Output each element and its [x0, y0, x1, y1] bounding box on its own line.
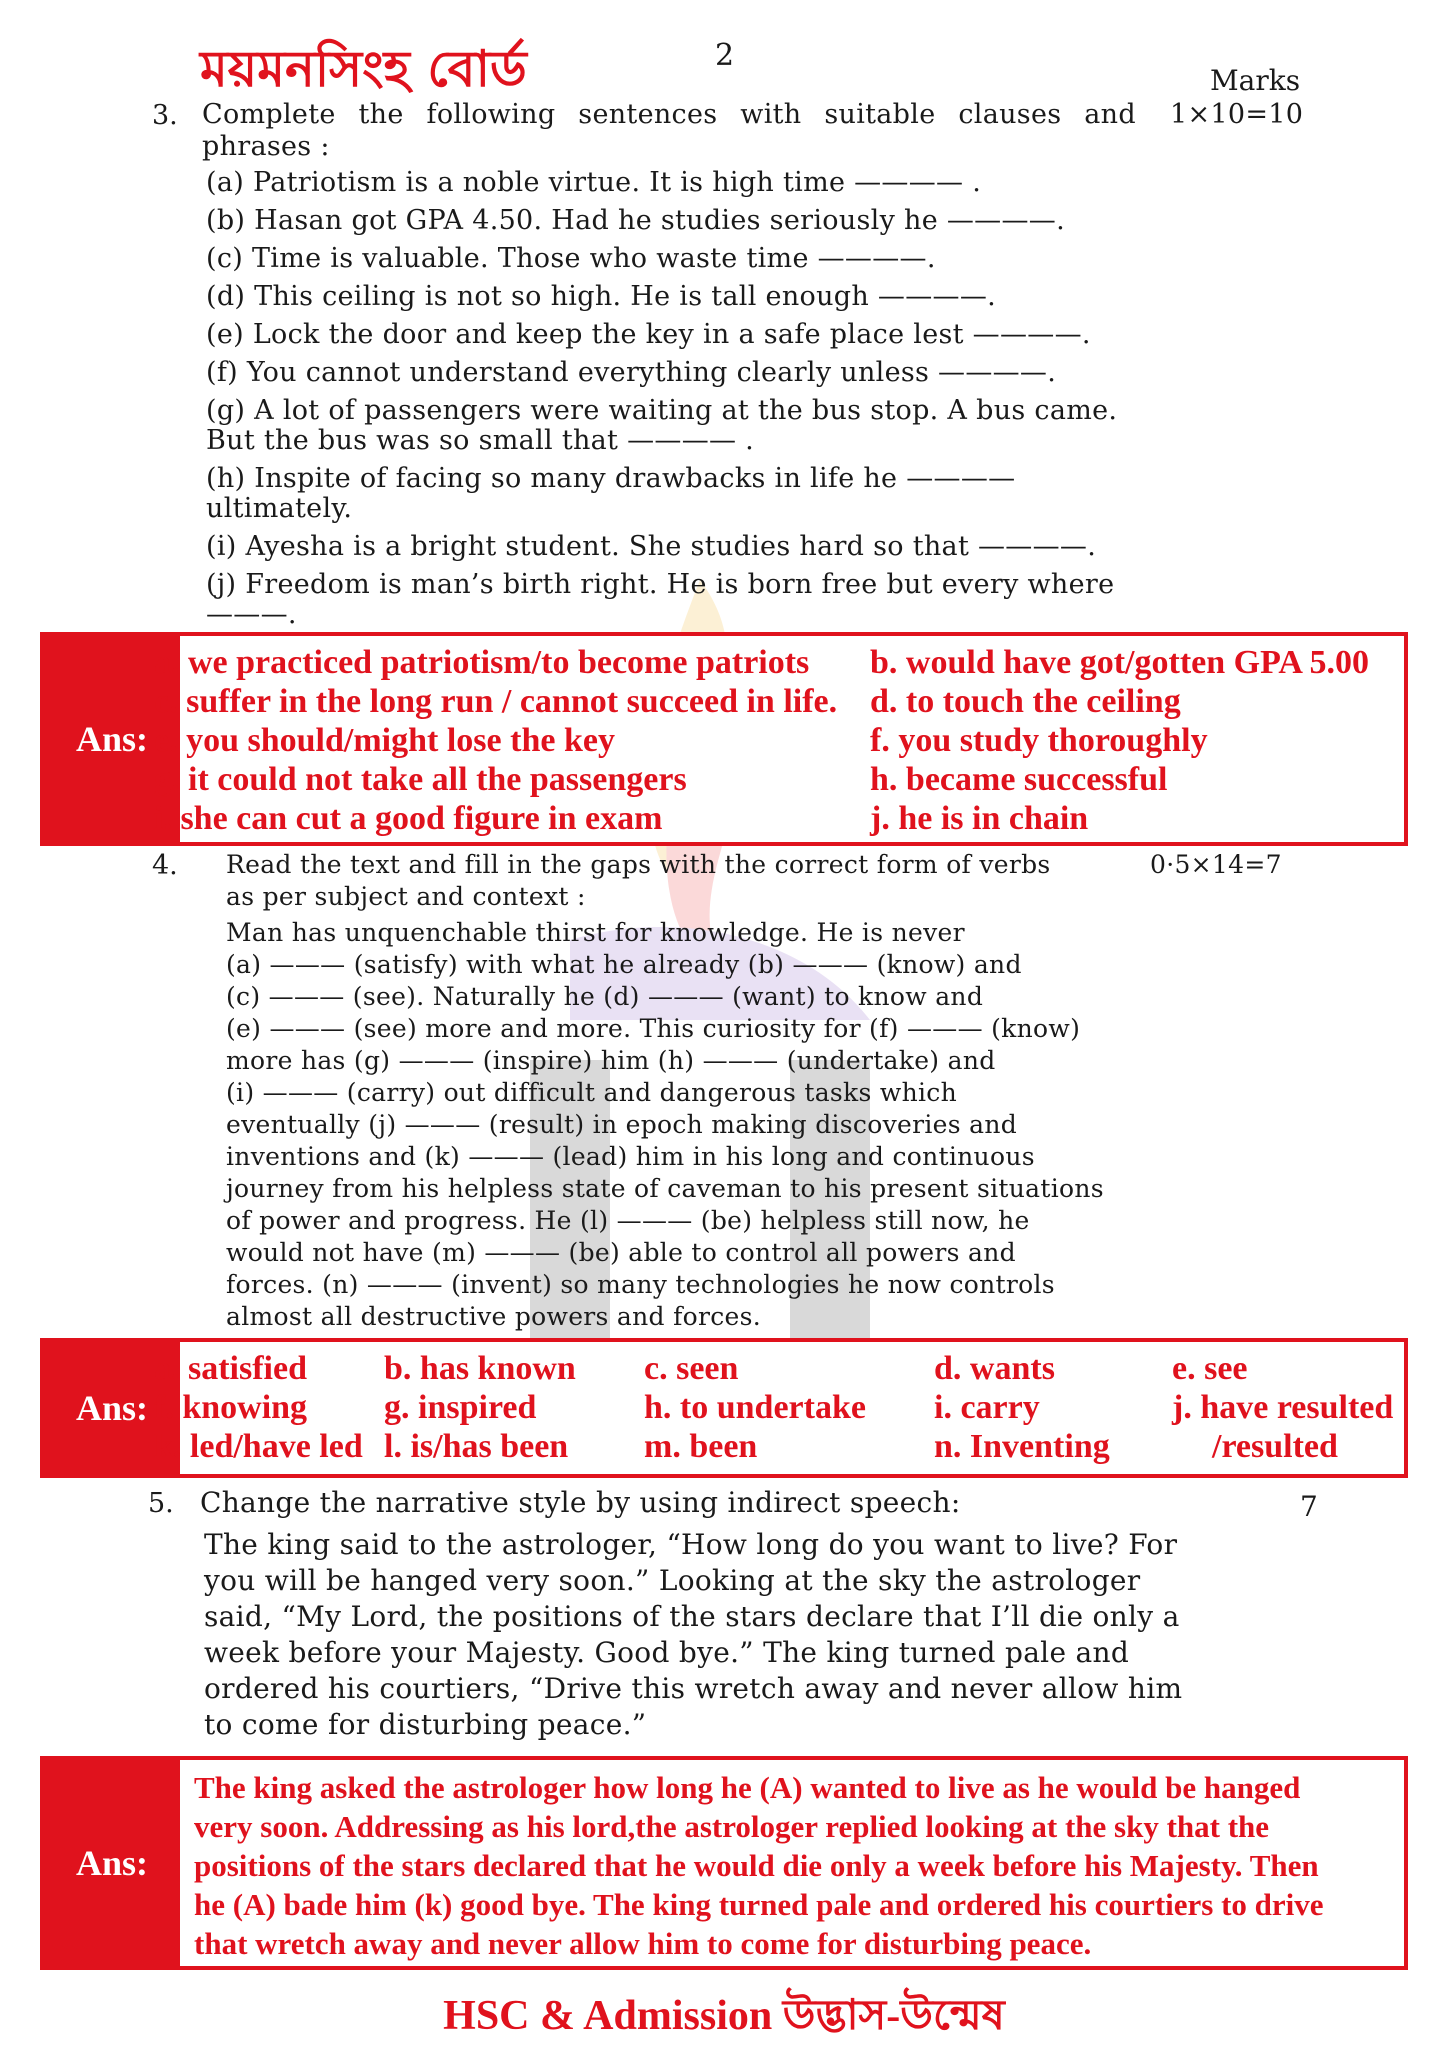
- answer-item: c. suffer in the long run / cannot succeed in life.: [154, 683, 838, 720]
- answer-item: m. been: [644, 1428, 758, 1465]
- passage-line: (a) ——— (satisfy) with what he already (b) ——— (know) and: [226, 950, 1022, 979]
- answer-item: h. became successful: [870, 761, 1168, 798]
- answer-item: n. Inventing: [934, 1428, 1110, 1465]
- passage-line: The king said to the astrologer, “How long do you want to live? For: [204, 1528, 1178, 1561]
- question-number: 3.: [152, 100, 178, 131]
- list-item: (b) Hasan got GPA 4.50. Had he studies seriously he ————.: [206, 205, 1065, 236]
- passage-line: (e) ——— (see) more and more. This curiosity for (f) ——— (know): [226, 1014, 1081, 1043]
- passage: [226, 918, 1104, 1334]
- answer-item: d. to touch the ceiling: [870, 683, 1181, 720]
- answer-item: b. has known: [384, 1350, 576, 1387]
- passage-line: you will be hanged very soon.” Looking at the sky the astrologer: [204, 1564, 1141, 1597]
- answer-item: b. would have got/gotten GPA 5.00: [870, 644, 1370, 681]
- footer-brand: HSC & Admission উদ্ভাস-উন্মেষ: [443, 1993, 1005, 2039]
- answer-item: e. see: [1172, 1350, 1248, 1387]
- answer-item: f. you study thoroughly: [870, 722, 1208, 759]
- answer-box: [40, 1756, 1408, 1970]
- passage: [204, 1530, 1182, 1746]
- passage-line: Man has unquenchable thirst for knowledge. He is never: [226, 918, 965, 947]
- answer-item: a. we practiced patriotism/to become patriots: [154, 644, 810, 681]
- answer-item: c. seen: [644, 1350, 739, 1387]
- list-item: (g) A lot of passengers were waiting at the bus stop. A bus came.: [206, 395, 1118, 426]
- passage-line: (c) ——— (see). Naturally he (d) ——— (want) to know and: [226, 982, 984, 1011]
- passage-line: of power and progress. He (l) ——— (be) helpless still now, he: [226, 1206, 1030, 1235]
- passage-line: said, “My Lord, the positions of the stars declare that I’ll die only a: [204, 1600, 1180, 1633]
- list-item: (e) Lock the door and keep the key in a safe place lest ————.: [206, 319, 1091, 350]
- passage-line: ordered his courtiers, “Drive this wretch away and never allow him: [204, 1672, 1183, 1705]
- answer-item: e. you should/might lose the key: [154, 722, 615, 759]
- answer-line: very soon. Addressing as his lord,the astrologer replied looking at the sky that the: [194, 1809, 1270, 1844]
- answer-item: d. wants: [934, 1350, 1055, 1387]
- answer-item: a. satisfied: [154, 1350, 307, 1387]
- answer-item: l. is/has been: [384, 1428, 569, 1465]
- passage-line: inventions and (k) ——— (lead) him in his long and continuous: [226, 1142, 1035, 1171]
- answer-line: that wretch away and never allow him to come for disturbing peace.: [194, 1926, 1092, 1961]
- list-item: (f) You cannot understand everything clearly unless ————.: [206, 357, 1057, 388]
- passage-line: would not have (m) ——— (be) able to control all powers and: [226, 1238, 1016, 1267]
- answer-item: g. it could not take all the passengers: [154, 761, 687, 798]
- answer-label: Ans:: [44, 1342, 180, 1474]
- list-item: ultimately.: [206, 493, 353, 524]
- answer-label: Ans:: [44, 1760, 180, 1966]
- answer-line: The king asked the astrologer how long he (A) wanted to live as he would be hanged: [194, 1770, 1301, 1805]
- passage-line: more has (g) ——— (inspire) him (h) ——— (undertake) and: [226, 1046, 996, 1075]
- question-marks: 0·5×14=7: [1150, 850, 1282, 879]
- passage-line: almost all destructive powers and forces.: [226, 1302, 762, 1331]
- answer-item: h. to undertake: [644, 1389, 866, 1426]
- answer-box: [40, 1338, 1408, 1478]
- question-number: 5.: [148, 1488, 174, 1519]
- answer-item: f. knowing: [154, 1389, 308, 1426]
- question-text: as per subject and context :: [226, 882, 586, 911]
- question-number: 4.: [152, 850, 178, 881]
- answer-item: j. have resulted: [1172, 1389, 1394, 1426]
- answer-item: k. led/have led: [154, 1428, 363, 1465]
- answer-line: he (A) bade him (k) good bye. The king turned pale and ordered his courtiers to drive: [194, 1887, 1324, 1922]
- answer-box: [40, 632, 1408, 846]
- question-text: Read the text and fill in the gaps with the correct form of verbs: [226, 850, 1051, 879]
- question-text: Complete the following sentences with suitable clauses and: [202, 99, 1136, 130]
- list-item: (c) Time is valuable. Those who waste time ————.: [206, 243, 936, 274]
- answer-line: positions of the stars declared that he would die only a week before his Majesty. Then: [194, 1848, 1319, 1883]
- passage-line: week before your Majesty. Good bye.” The king turned pale and: [204, 1636, 1130, 1669]
- answer-item: i. carry: [934, 1389, 1040, 1426]
- list-item: (a) Patriotism is a noble virtue. It is high time ———— .: [206, 167, 982, 198]
- question-text: Change the narrative style by using indirect speech:: [200, 1486, 961, 1519]
- answer-label: Ans:: [44, 636, 180, 842]
- question-marks: 1×10=10: [1170, 99, 1304, 130]
- passage-line: to come for disturbing peace.”: [204, 1708, 647, 1741]
- passage-line: journey from his helpless state of caveman to his present situations: [226, 1174, 1104, 1203]
- answer-item: g. inspired: [384, 1389, 537, 1426]
- marks-heading: Marks: [1210, 64, 1301, 97]
- answer-item: i. she can cut a good figure in exam: [154, 800, 663, 837]
- page-number: 2: [715, 38, 735, 73]
- question-items: [206, 168, 1117, 630]
- answer-item: j. he is in chain: [870, 800, 1089, 837]
- list-item: (i) Ayesha is a bright student. She studies hard so that ————.: [206, 531, 1097, 562]
- list-item: But the bus was so small that ———— .: [206, 425, 755, 456]
- list-item: (d) This ceiling is not so high. He is tall enough ————.: [206, 281, 997, 312]
- list-item: (j) Freedom is man’s birth right. He is born free but every where: [206, 569, 1115, 600]
- list-item: ———.: [206, 599, 297, 630]
- answer-item: /resulted: [1212, 1428, 1338, 1465]
- question-text: phrases :: [202, 131, 330, 162]
- board-title: ময়মনসিংহ বোর্ড: [200, 40, 527, 98]
- passage-line: eventually (j) ——— (result) in epoch making discoveries and: [226, 1110, 1018, 1139]
- passage-line: (i) ——— (carry) out difficult and dangerous tasks which: [226, 1078, 957, 1107]
- passage-line: forces. (n) ——— (invent) so many technologies he now controls: [226, 1270, 1055, 1299]
- question-marks: 7: [1300, 1490, 1319, 1523]
- list-item: (h) Inspite of facing so many drawbacks in life he ————: [206, 463, 1016, 494]
